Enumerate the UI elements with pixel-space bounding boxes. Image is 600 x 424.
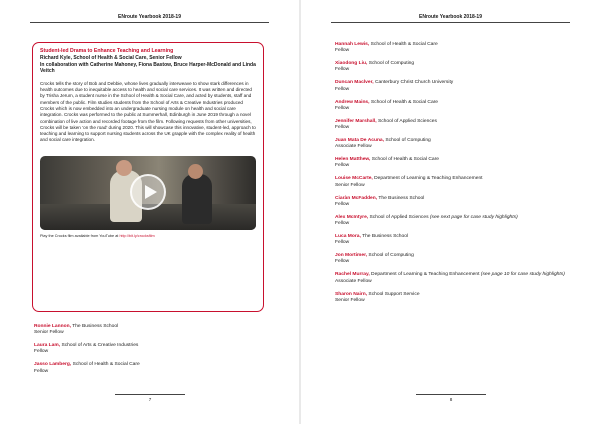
fellow-department: The Business School: [70, 324, 119, 329]
fellow-list-left: [34, 324, 264, 382]
case-study-title: Student-led Drama to Enhance Teaching and Learning: [40, 48, 174, 54]
page-number: 8: [416, 394, 486, 402]
fellow-note: (see next page for case study highlights): [428, 214, 518, 220]
list-item: [335, 196, 570, 208]
running-head: ENroute Yearbook 2018-19: [30, 14, 269, 23]
list-item: [335, 138, 570, 150]
fellow-level: Fellow: [34, 349, 49, 355]
fellow-level: Fellow: [335, 105, 350, 111]
fellow-department: School of Health & Social Care: [370, 157, 439, 163]
fellow-department: Canterbury Christ Church University: [373, 80, 454, 86]
fellow-department: School Support Service: [367, 291, 420, 297]
video-link[interactable]: http://bit.ly/crocksfilm: [119, 233, 155, 238]
fellow-level: Fellow: [335, 163, 350, 169]
fellow-level: Fellow: [335, 240, 350, 246]
video-caption-text: Play the Crocks film available from YouTube at: [40, 233, 119, 238]
video-person-left-head: [116, 160, 132, 176]
fellow-department: School of Health & Social Care: [71, 362, 140, 368]
fellow-department: Department of Learning & Teaching Enhancement: [369, 272, 480, 278]
play-icon[interactable]: [130, 174, 166, 210]
fellow-name: Alex McIntyre,: [335, 214, 369, 220]
fellow-level: Fellow: [34, 368, 49, 374]
fellow-name: Louise McCarte,: [335, 176, 373, 182]
case-study-authors: Richard Kyle, School of Health & Social Care, Senior Fellow: [40, 55, 182, 61]
list-item: [335, 42, 570, 54]
fellow-note: (see page 10 for case study highlights): [479, 272, 565, 278]
video-person-right: [182, 174, 212, 224]
fellow-department: School of Arts & Creative Industries: [60, 343, 139, 349]
fellow-name: Xiaodong Liu,: [335, 61, 368, 67]
fellow-department: School of Computing: [384, 138, 431, 144]
fellow-name: Laura Lam,: [34, 343, 61, 349]
video-caption: [40, 234, 256, 238]
video-person-right-head: [188, 164, 203, 179]
fellow-level: Senior Fellow: [335, 297, 365, 303]
fellow-name: Sharon Nairn,: [335, 291, 368, 297]
fellow-name: Juan Mata De Acuna,: [335, 138, 385, 144]
left-page: [0, 0, 299, 424]
fellow-level: Associate Fellow: [335, 278, 372, 284]
fellow-level: Fellow: [335, 48, 350, 54]
fellow-level: Fellow: [335, 201, 350, 207]
fellow-name: Helen Matthew,: [335, 157, 371, 163]
fellow-department: The Business School: [377, 195, 425, 201]
fellow-name: Andrew Mains,: [335, 99, 370, 105]
list-item: [34, 324, 264, 336]
case-study-collaborators: In collaboration with Catherine Mahoney, Fiona Bastow, Bruce Harper-McDonald and Linda Veitch: [40, 61, 256, 75]
fellow-level: Fellow: [335, 221, 350, 227]
fellow-level: Fellow: [335, 86, 350, 92]
fellow-level: Fellow: [335, 125, 350, 131]
list-item: [335, 176, 570, 188]
list-item: [335, 215, 570, 227]
fellow-department: School of Applied Sciences: [368, 214, 429, 220]
fellow-name: Hannah Lewis,: [335, 42, 370, 47]
list-item: [335, 157, 570, 169]
page-number: 7: [115, 394, 185, 402]
fellow-name: Ciaràn McFadden,: [335, 195, 378, 201]
fellow-name: Duncan Maclver,: [335, 80, 374, 86]
fellow-level: Associate Fellow: [335, 144, 372, 150]
fellow-name: Luca Mora,: [335, 234, 361, 240]
fellow-name: Jasso Lamberg,: [34, 362, 72, 368]
case-study-body: Crocks tells the story of Bob and Debbie, whose lives gradually interweave to show stark differences in health outcomes due to inequitable access to health and social care services. It was written and directed by Trisha Jerum, a student nurse in the School of Health & Social Care, and acted by students, staff and members of the public. Film studies students from the School of Arts & Creative Industries produced Crocks which is now embedded into an undergraduate nursing module on health and social care integration. Crocks was performed to the public at Summerhall, Edinburgh in June 2019 through a novel combination of live action and recorded footage from the film. Following requests from other universities, Crocks will be taken ‘on the road’ during 2020. This will showcase this innovative, student-led, approach to teaching and learning to support nursing students across the UK grapple with the complex reality of health and social care integration.: [40, 80, 256, 143]
fellow-department: School of Health & Social Care: [369, 42, 438, 47]
list-item: [335, 100, 570, 112]
list-item: [335, 234, 570, 246]
video-thumbnail[interactable]: [40, 156, 256, 230]
fellow-department: School of Computing: [367, 253, 414, 259]
fellow-level: Fellow: [335, 67, 350, 73]
list-item: [335, 272, 570, 284]
fellow-department: Department of Learning & Teaching Enhancement: [372, 176, 483, 182]
fellow-list-right: [335, 42, 570, 311]
list-item: [335, 119, 570, 131]
fellow-name: Jennifer Marshall,: [335, 118, 377, 124]
fellow-name: Rachel Murray,: [335, 272, 370, 278]
fellow-level: Fellow: [335, 259, 350, 265]
fellow-department: School of Health & Social Care: [369, 99, 439, 105]
running-head: ENroute Yearbook 2018-19: [331, 14, 570, 23]
list-item: [34, 362, 264, 374]
list-item: [335, 292, 570, 304]
fellow-department: School of Computing: [367, 61, 415, 67]
list-item: [335, 80, 570, 92]
list-item: [34, 343, 264, 355]
right-page: [301, 0, 600, 424]
list-item: [335, 61, 570, 73]
list-item: [335, 253, 570, 265]
fellow-level: Senior Fellow: [34, 330, 64, 336]
fellow-department: School of Applied Sciences: [376, 118, 437, 124]
case-study-box: [32, 42, 264, 312]
fellow-name: Ronnie Lannon,: [34, 324, 71, 329]
fellow-department: The Business School: [360, 234, 409, 240]
fellow-level: Senior Fellow: [335, 182, 365, 188]
fellow-name: Jon Mortimer,: [335, 253, 368, 259]
